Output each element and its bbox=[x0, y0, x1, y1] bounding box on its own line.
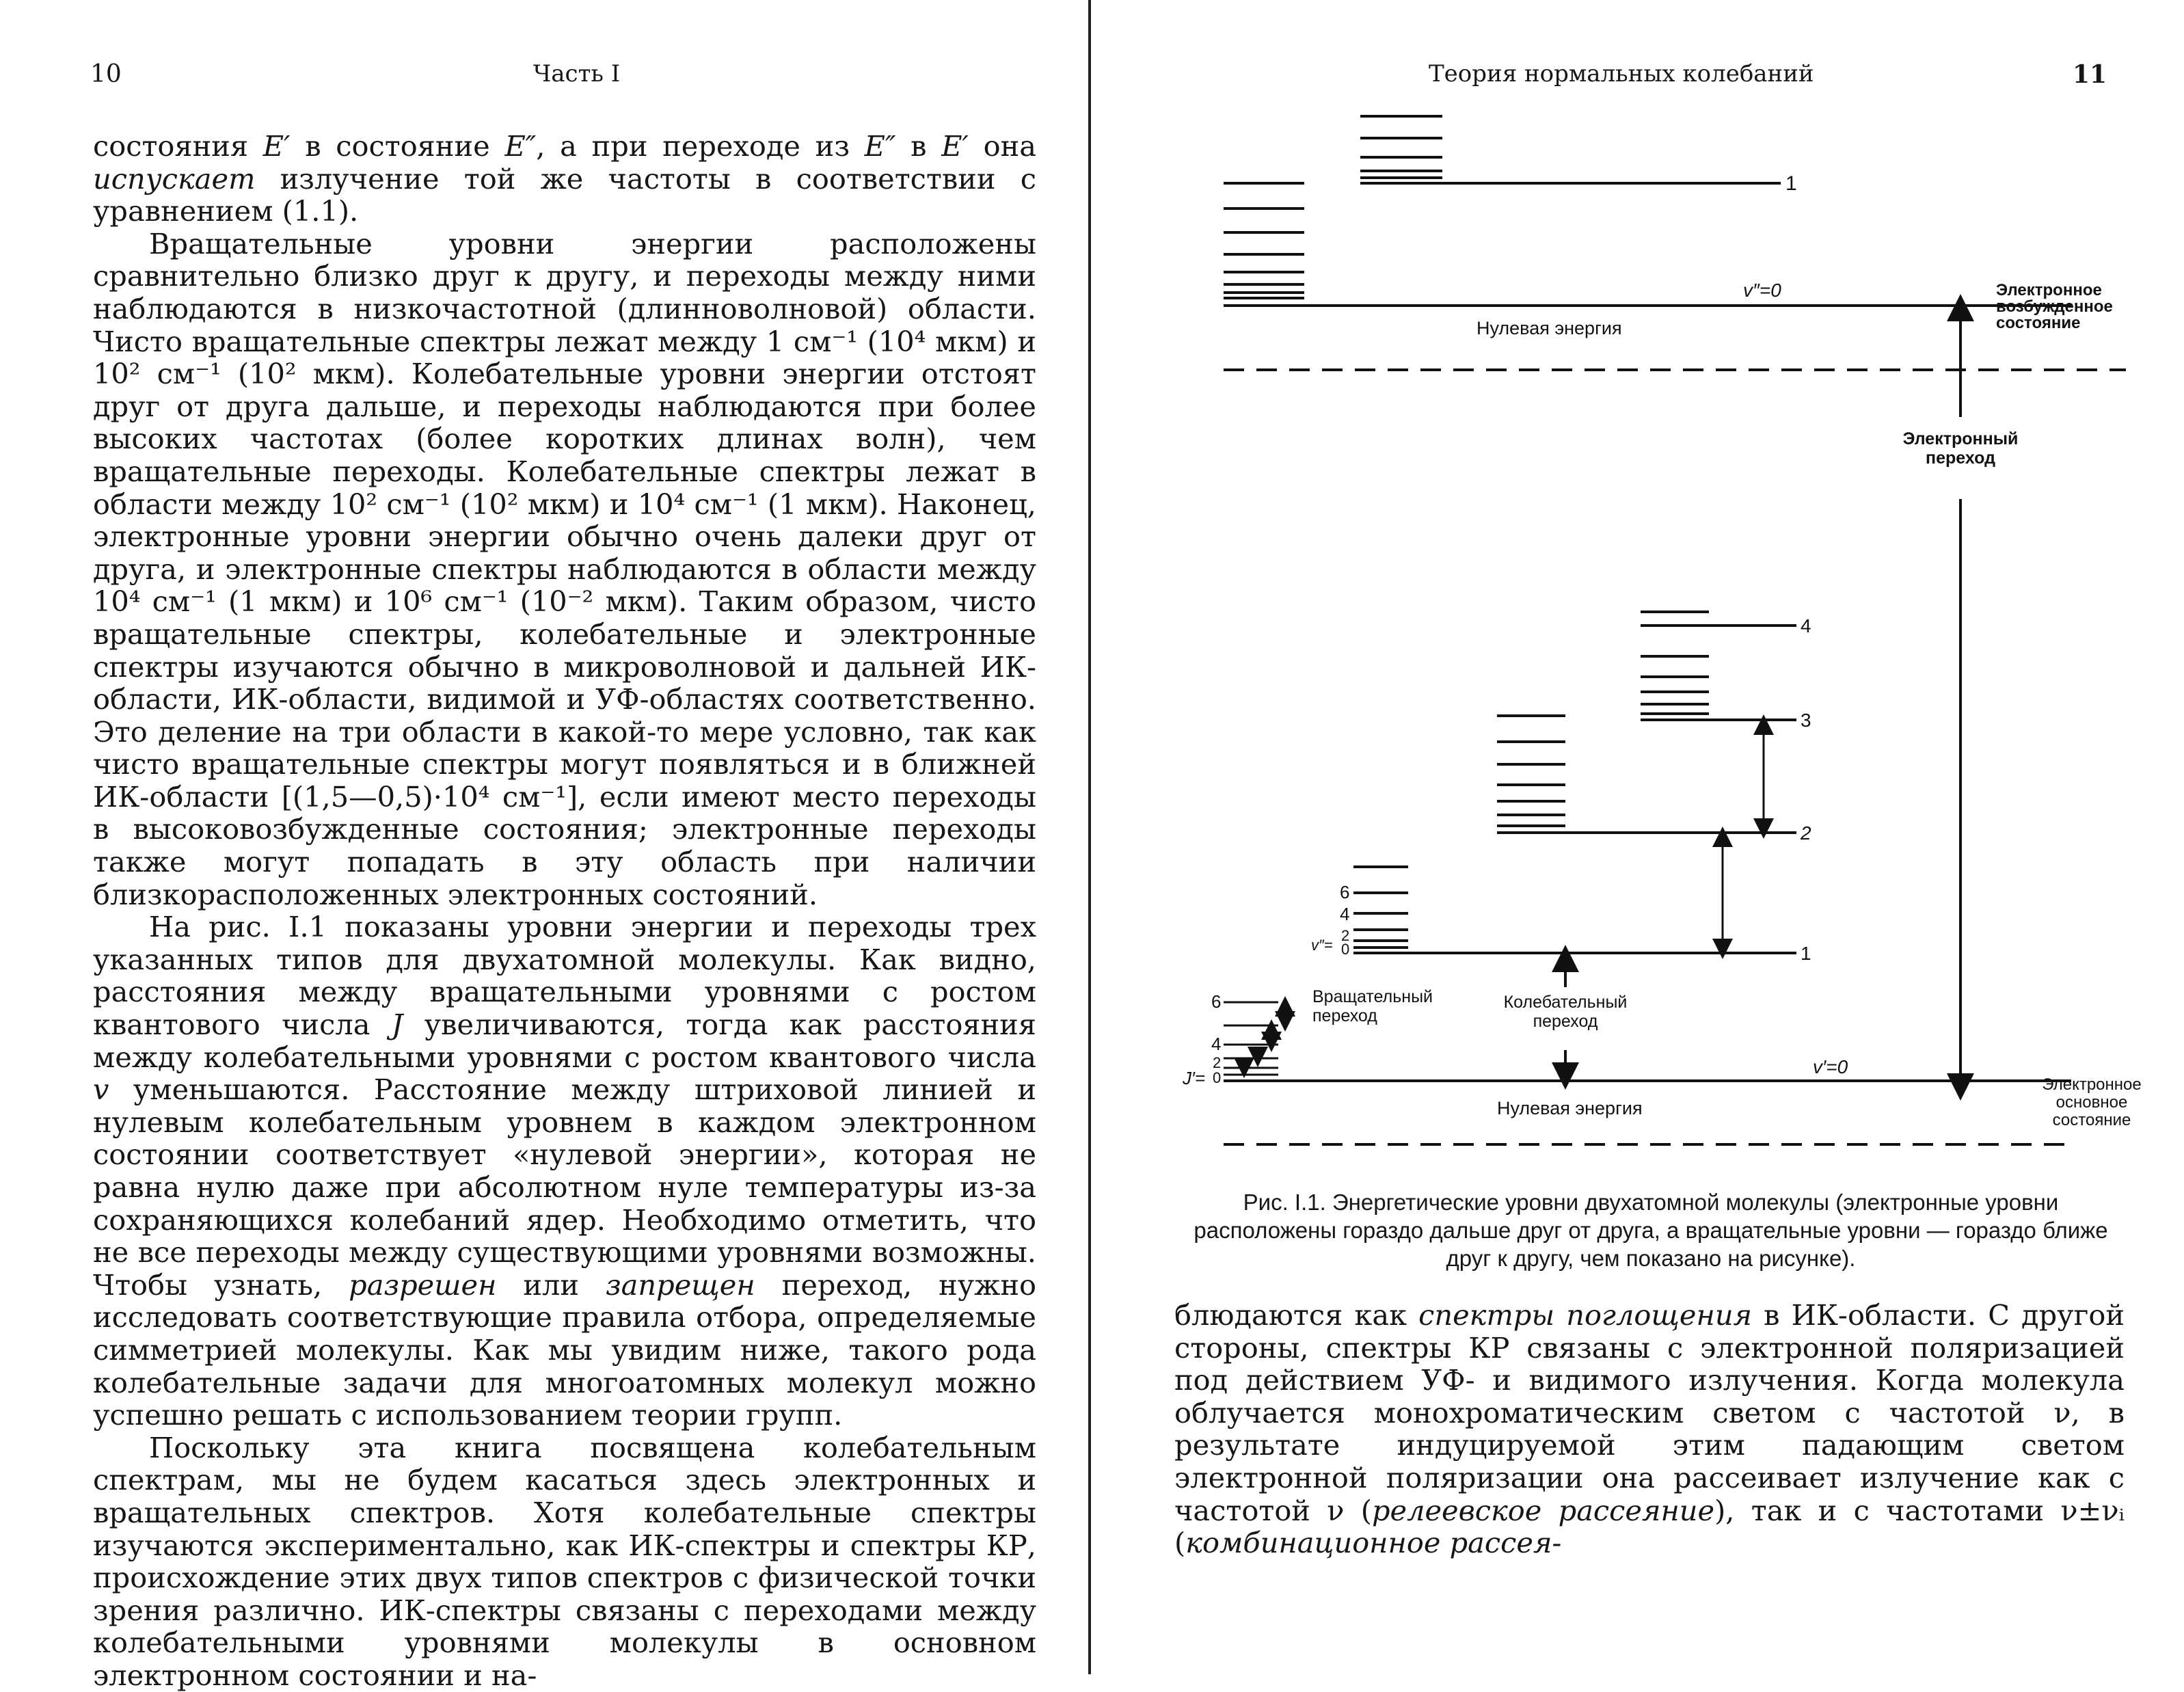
svg-text:Электронное: Электронное bbox=[1996, 281, 2102, 299]
svg-text:переход: переход bbox=[1926, 448, 1995, 468]
paragraph-3: На рис. I.1 показаны уровни энергии и переходы трех указанных типов для двухатомной молекулы. Как видно, расстояния между вращательными уровнями с ростом квантового числа J увеличиваются, тогда как расстояния между колебательными уровнями с ростом квантового числа v уменьшаются. Расстояние между штриховой линией и нулевым колебательным уровнем в каждом электронном состоянии соответствует «нулевой энергии», которая не равна нулю даже при абсолютном нуле температуры из-за сохраняющихся колебаний ядер. Необходимо отметить, что не все переходы между существующими уровнями возможны. Чтобы узнать, разрешен или запрещен переход, нужно исследовать соответствующие правила отбора, определяемые симметрией молекулы. Как мы увидим ниже, такого рода колебательные задачи для многоатомных молекул можно успешно решать с использованием теории групп. bbox=[93, 910, 1036, 1432]
left-page-body bbox=[93, 130, 1036, 1692]
svg-text:2: 2 bbox=[1213, 1054, 1222, 1071]
right-page-body bbox=[1174, 1299, 2125, 1559]
paragraph-continued: блюдаются как спектры поглощения в ИК-области. С другой стороны, спектры КР связаны с электронной поляризацией под действием УФ- и видимого излучения. Когда молекула облучается монохроматическим светом с частотой ν, в результате индуцируемой этим падающим светом электронной поляризации она рассеивает излучение как с частотой ν (релеевское рассеяние), так и с частотами ν±νᵢ (комбинационное рассея- bbox=[1174, 1298, 2125, 1560]
svg-text:v″=: v″= bbox=[1311, 937, 1333, 954]
svg-text:J′=: J′= bbox=[1183, 1068, 1206, 1088]
paragraph-4: Поскольку эта книга посвящена колебательным спектрам, мы не будем касаться здесь электронных и вращательных спектров. Хотя колебательные спектры изучаются экспериментально, как ИК-спектры и спектры КР, происхождение этих двух типов спектров с физической точки зрения различно. ИК-спектры связаны с переходами между колебательными уровнями молекулы в основном электронном состоянии и на- bbox=[93, 1430, 1036, 1692]
level-label-upper-1: 1 bbox=[1785, 172, 1797, 195]
left-page bbox=[0, 0, 1087, 1692]
right-page bbox=[1087, 0, 2184, 1674]
zero-energy-lower-label: Нулевая энергия bbox=[1497, 1098, 1643, 1118]
svg-text:Электронный: Электронный bbox=[1902, 429, 2019, 448]
svg-text:состояние: состояние bbox=[1996, 314, 2081, 332]
svg-text:6: 6 bbox=[1340, 882, 1350, 902]
svg-text:Вращательный: Вращательный bbox=[1312, 987, 1433, 1006]
level-label-2: 2 bbox=[1801, 822, 1811, 844]
energy-level-diagram bbox=[1087, 103, 2184, 1169]
svg-text:переход: переход bbox=[1312, 1006, 1377, 1025]
upper-left-levels bbox=[1224, 183, 1304, 298]
svg-text:Электронное: Электронное bbox=[2042, 1075, 2142, 1094]
level-label-lower-v0: v′=0 bbox=[1813, 1056, 1848, 1077]
svg-text:0: 0 bbox=[1213, 1069, 1222, 1086]
svg-text:4: 4 bbox=[1211, 1034, 1222, 1054]
level-label-3: 3 bbox=[1801, 710, 1811, 731]
level-label-upper-v0: v″=0 bbox=[1743, 280, 1781, 301]
svg-text:состояние: состояние bbox=[2052, 1111, 2131, 1129]
page-number-right: 11 bbox=[2073, 60, 2107, 89]
svg-text:переход: переход bbox=[1533, 1012, 1598, 1031]
svg-text:2: 2 bbox=[1341, 927, 1350, 944]
svg-text:6: 6 bbox=[1211, 991, 1222, 1012]
level-label-4: 4 bbox=[1801, 615, 1811, 636]
zero-energy-upper-label: Нулевая энергия bbox=[1477, 318, 1622, 338]
svg-text:Колебательный: Колебательный bbox=[1503, 993, 1628, 1012]
paragraph-2: Вращательные уровни энергии расположены сравнительно близко друг к другу, и переходы между ними наблюдаются в низкочастотной (длинноволновой) области. Чисто вращательные спектры лежат между 1 см⁻¹ (10⁴ мкм) и 10² см⁻¹ (10² мкм). Колебательные уровни энергии отстоят друг от друга дальше, и переходы наблюдаются при более высоких частотах (более коротких длинах волн), чем вращательные переходы. Колебательные спектры лежат в области между 10² см⁻¹ (10² мкм) и 10⁴ см⁻¹ (1 мкм). Наконец, электронные уровни энергии обычно очень далеки друг от друга, и электронные спектры наблюдаются в области между 10⁴ см⁻¹ (1 мкм) и 10⁶ см⁻¹ (10⁻² мкм). Таким образом, чисто вращательные спектры, колебательные и электронные спектры изучаются обычно в микроволновой и дальней ИК-области, ИК-области, видимой и УФ-областях соответственно. Это деление на три области в какой-то мере условно, так как чисто вращательные спектры могут появляться и в ближней ИК-области [(1,5—0,5)·10⁴ см⁻¹], если имеют место переходы в высоковозбужденные состояния; электронные переходы также могут попадать в эту область при наличии близкорасположенных электронных состояний. bbox=[93, 226, 1036, 911]
upper-right-levels bbox=[1360, 116, 1781, 183]
svg-text:основное: основное bbox=[2055, 1093, 2128, 1112]
level-label-1: 1 bbox=[1801, 943, 1811, 964]
paragraph-1: состояния E′ в состояние E″, а при переходе из E″ в E′ она испускает излучение той же частоты в соответствии с уравнением (1.1). bbox=[93, 129, 1036, 228]
svg-text:0: 0 bbox=[1341, 941, 1350, 958]
running-head-left: Часть I bbox=[533, 60, 621, 88]
figure-caption: Рис. I.1. Энергетические уровни двухатомной молекулы (электронные уровни расположены гораздо дальше друг от друга, а вращательные уровни — гораздо ближе друг к другу, чем показано на рисунке). bbox=[1194, 1190, 2108, 1271]
svg-text:4: 4 bbox=[1340, 904, 1350, 924]
page-number-left: 10 bbox=[90, 60, 122, 88]
svg-text:возбужденное: возбужденное bbox=[1996, 297, 2113, 316]
running-head-right: Теория нормальных колебаний bbox=[1429, 60, 1814, 88]
